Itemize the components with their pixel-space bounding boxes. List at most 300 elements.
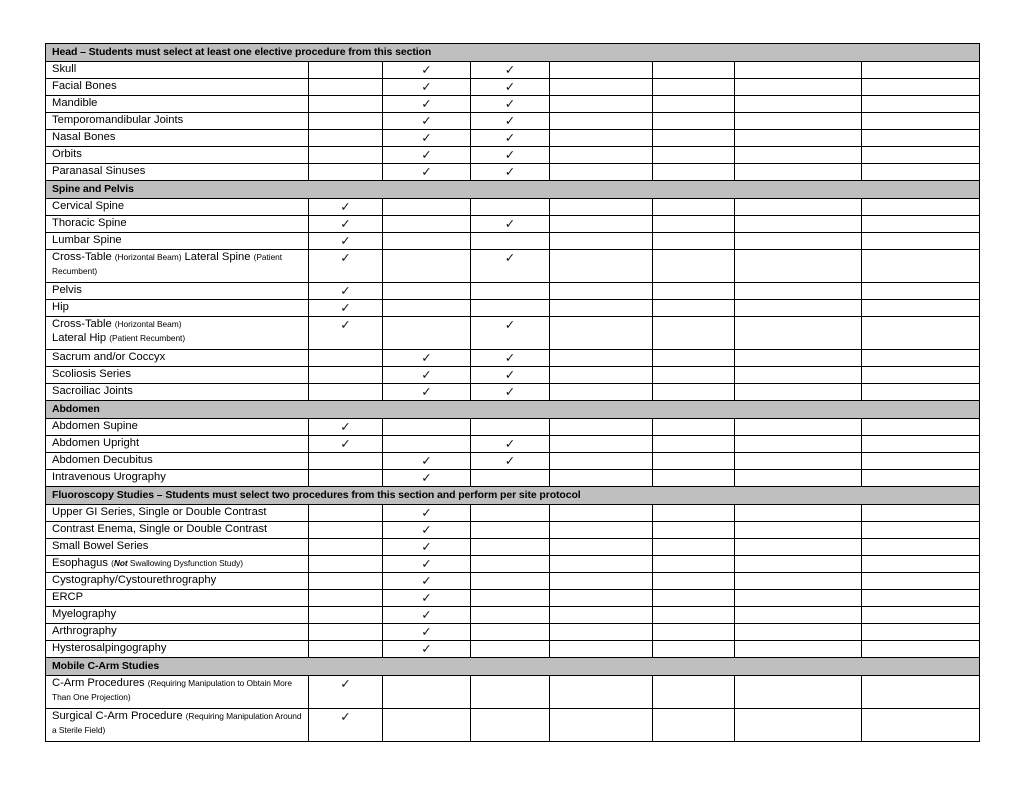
checkbox-cell-col7[interactable] xyxy=(862,62,980,79)
checkbox-cell-col6[interactable] xyxy=(735,505,862,522)
table-row xyxy=(46,250,980,283)
checkbox-cell-col4[interactable] xyxy=(550,216,653,233)
checkbox-cell-col3[interactable] xyxy=(471,453,550,470)
checkbox-cell-col3[interactable] xyxy=(471,539,550,556)
checkbox-cell-col7[interactable] xyxy=(862,300,980,317)
checkbox-cell-col6[interactable] xyxy=(735,590,862,607)
checkbox-cell-col7[interactable] xyxy=(862,522,980,539)
procedure-label: Pelvis xyxy=(46,283,309,300)
section-header-mobile-c-arm-studies: Mobile C-Arm Studies xyxy=(46,658,980,676)
checkbox-cell-col6[interactable] xyxy=(735,62,862,79)
checkbox-cell-col3[interactable] xyxy=(471,624,550,641)
checkbox-cell-col4[interactable] xyxy=(550,384,653,401)
table-row xyxy=(46,607,980,624)
checkbox-cell-col4[interactable] xyxy=(550,130,653,147)
checkbox-cell-col4[interactable] xyxy=(550,539,653,556)
checkmark-icon: ✓ xyxy=(504,216,516,231)
checkbox-cell-col2[interactable] xyxy=(383,624,471,641)
checkbox-cell-col6[interactable] xyxy=(735,676,862,709)
checkbox-cell-col4[interactable] xyxy=(550,573,653,590)
procedure-label: Mandible xyxy=(46,96,309,113)
checkbox-cell-col7[interactable] xyxy=(862,676,980,709)
table-row xyxy=(46,556,980,573)
procedure-label: Hysterosalpingography xyxy=(46,641,309,658)
checkbox-cell-col5[interactable] xyxy=(653,130,735,147)
checkbox-cell-col1[interactable] xyxy=(309,505,383,522)
checkbox-cell-col5[interactable] xyxy=(653,522,735,539)
procedure-label: C-Arm Procedures (Requiring Manipulation to Obtain More Than One Projection) xyxy=(46,676,309,709)
procedure-label: Skull xyxy=(46,62,309,79)
checkbox-cell-col5[interactable] xyxy=(653,300,735,317)
checkbox-cell-col4[interactable] xyxy=(550,709,653,742)
checkbox-cell-col5[interactable] xyxy=(653,317,735,350)
checkbox-cell-col4[interactable] xyxy=(550,250,653,283)
checkbox-cell-col1[interactable] xyxy=(309,641,383,658)
checkbox-cell-col5[interactable] xyxy=(653,453,735,470)
checkbox-cell-col4[interactable] xyxy=(550,300,653,317)
table-row xyxy=(46,367,980,384)
checkbox-cell-col3[interactable] xyxy=(471,62,550,79)
checkbox-cell-col4[interactable] xyxy=(550,113,653,130)
checkbox-cell-col2[interactable] xyxy=(383,250,471,283)
checkbox-cell-col1[interactable] xyxy=(309,522,383,539)
checkbox-cell-col7[interactable] xyxy=(862,367,980,384)
checkbox-cell-col2[interactable] xyxy=(383,676,471,709)
checkbox-cell-col7[interactable] xyxy=(862,250,980,283)
checkbox-cell-col1[interactable] xyxy=(309,147,383,164)
checkbox-cell-col6[interactable] xyxy=(735,470,862,487)
checkbox-cell-col7[interactable] xyxy=(862,624,980,641)
checkbox-cell-col4[interactable] xyxy=(550,317,653,350)
checkbox-cell-col1[interactable] xyxy=(309,113,383,130)
table-row xyxy=(46,199,980,216)
checkbox-cell-col2[interactable] xyxy=(383,79,471,96)
checkbox-cell-col3[interactable] xyxy=(471,300,550,317)
procedure-label: Cystography/Cystourethrography xyxy=(46,573,309,590)
checkbox-cell-col4[interactable] xyxy=(550,556,653,573)
checkbox-cell-col2[interactable] xyxy=(383,300,471,317)
table-row xyxy=(46,62,980,79)
checkbox-cell-col7[interactable] xyxy=(862,113,980,130)
checkbox-cell-col2[interactable] xyxy=(383,384,471,401)
checkbox-cell-col2[interactable] xyxy=(383,164,471,181)
checkbox-cell-col2[interactable] xyxy=(383,216,471,233)
procedure-label: Esophagus (Not Swallowing Dysfunction Study) xyxy=(46,556,309,573)
checkmark-icon: ✓ xyxy=(504,384,516,399)
checkbox-cell-col5[interactable] xyxy=(653,573,735,590)
procedure-label: Nasal Bones xyxy=(46,130,309,147)
checkbox-cell-col5[interactable] xyxy=(653,607,735,624)
checkbox-cell-col6[interactable] xyxy=(735,556,862,573)
checkbox-cell-col6[interactable] xyxy=(735,147,862,164)
checkbox-cell-col4[interactable] xyxy=(550,624,653,641)
table-row xyxy=(46,130,980,147)
checkbox-cell-col7[interactable] xyxy=(862,199,980,216)
procedure-label: Cross-Table (Horizontal Beam) Lateral Spine (Patient Recumbent) xyxy=(46,250,309,283)
checkmark-icon: ✓ xyxy=(421,624,432,639)
checkbox-cell-col7[interactable] xyxy=(862,79,980,96)
checkbox-cell-col7[interactable] xyxy=(862,216,980,233)
checkbox-cell-col3[interactable] xyxy=(471,147,550,164)
checkbox-cell-col4[interactable] xyxy=(550,470,653,487)
procedure-label: Paranasal Sinuses xyxy=(46,164,309,181)
procedure-label: Abdomen Supine xyxy=(46,419,309,436)
checkbox-cell-col1[interactable] xyxy=(309,367,383,384)
checkbox-cell-col6[interactable] xyxy=(735,453,862,470)
checkbox-cell-col3[interactable] xyxy=(471,367,550,384)
checkmark-icon: ✓ xyxy=(504,130,516,145)
table-row xyxy=(46,96,980,113)
checkbox-cell-col3[interactable] xyxy=(471,199,550,216)
checkbox-cell-col4[interactable] xyxy=(550,350,653,367)
checkmark-icon: ✓ xyxy=(421,539,432,554)
checkbox-cell-col4[interactable] xyxy=(550,367,653,384)
checkbox-cell-col5[interactable] xyxy=(653,199,735,216)
section-header-head: Head – Students must select at least one elective procedure from this section xyxy=(46,44,980,62)
checkbox-cell-col5[interactable] xyxy=(653,367,735,384)
checkmark-icon: ✓ xyxy=(340,436,351,451)
checkmark-icon: ✓ xyxy=(504,79,516,94)
section-header-row xyxy=(46,44,980,62)
procedure-label: Sacroiliac Joints xyxy=(46,384,309,401)
checkbox-cell-col7[interactable] xyxy=(862,147,980,164)
checkbox-cell-col2[interactable] xyxy=(383,641,471,658)
checkbox-cell-col7[interactable] xyxy=(862,419,980,436)
checkbox-cell-col1[interactable] xyxy=(309,453,383,470)
checkbox-cell-col3[interactable] xyxy=(471,505,550,522)
checkbox-cell-col4[interactable] xyxy=(550,453,653,470)
checkbox-cell-col7[interactable] xyxy=(862,556,980,573)
procedure-label: Abdomen Decubitus xyxy=(46,453,309,470)
checkbox-cell-col2[interactable] xyxy=(383,470,471,487)
checkbox-cell-col7[interactable] xyxy=(862,709,980,742)
checkbox-cell-col6[interactable] xyxy=(735,317,862,350)
checkbox-cell-col1[interactable] xyxy=(309,317,383,350)
checkbox-cell-col1[interactable] xyxy=(309,384,383,401)
checkbox-cell-col1[interactable] xyxy=(309,300,383,317)
checkmark-icon: ✓ xyxy=(421,147,432,162)
checkbox-cell-col1[interactable] xyxy=(309,216,383,233)
checkbox-cell-col4[interactable] xyxy=(550,607,653,624)
checkbox-cell-col6[interactable] xyxy=(735,709,862,742)
procedure-label: Small Bowel Series xyxy=(46,539,309,556)
checkbox-cell-col6[interactable] xyxy=(735,522,862,539)
procedure-label: Arthrography xyxy=(46,624,309,641)
checkbox-cell-col1[interactable] xyxy=(309,283,383,300)
checkmark-icon: ✓ xyxy=(421,384,432,399)
checkbox-cell-col3[interactable] xyxy=(471,590,550,607)
table-row xyxy=(46,79,980,96)
competency-table xyxy=(45,43,980,742)
checkbox-cell-col5[interactable] xyxy=(653,470,735,487)
checkbox-cell-col1[interactable] xyxy=(309,79,383,96)
checkbox-cell-col6[interactable] xyxy=(735,283,862,300)
checkmark-icon: ✓ xyxy=(504,350,516,365)
checkbox-cell-col3[interactable] xyxy=(471,641,550,658)
checkbox-cell-col1[interactable] xyxy=(309,539,383,556)
checkbox-cell-col3[interactable] xyxy=(471,96,550,113)
checkbox-cell-col3[interactable] xyxy=(471,522,550,539)
checkbox-cell-col5[interactable] xyxy=(653,624,735,641)
checkbox-cell-col6[interactable] xyxy=(735,573,862,590)
checkbox-cell-col2[interactable] xyxy=(383,522,471,539)
checkbox-cell-col6[interactable] xyxy=(735,624,862,641)
checkbox-cell-col1[interactable] xyxy=(309,130,383,147)
checkmark-icon: ✓ xyxy=(421,505,432,520)
checkbox-cell-col4[interactable] xyxy=(550,164,653,181)
checkmark-icon: ✓ xyxy=(504,147,516,162)
checkbox-cell-col6[interactable] xyxy=(735,607,862,624)
checkbox-cell-col3[interactable] xyxy=(471,350,550,367)
checkbox-cell-col2[interactable] xyxy=(383,453,471,470)
checkbox-cell-col7[interactable] xyxy=(862,505,980,522)
checkbox-cell-col3[interactable] xyxy=(471,607,550,624)
checkbox-cell-col2[interactable] xyxy=(383,539,471,556)
checkbox-cell-col6[interactable] xyxy=(735,300,862,317)
procedure-label: Facial Bones xyxy=(46,79,309,96)
checkbox-cell-col3[interactable] xyxy=(471,283,550,300)
checkbox-cell-col6[interactable] xyxy=(735,216,862,233)
table-row xyxy=(46,233,980,250)
checkbox-cell-col5[interactable] xyxy=(653,505,735,522)
checkbox-cell-col2[interactable] xyxy=(383,607,471,624)
table-row xyxy=(46,436,980,453)
checkbox-cell-col7[interactable] xyxy=(862,590,980,607)
checkbox-cell-col1[interactable] xyxy=(309,607,383,624)
table-row xyxy=(46,283,980,300)
checkbox-cell-col5[interactable] xyxy=(653,350,735,367)
checkbox-cell-col6[interactable] xyxy=(735,419,862,436)
checkbox-cell-col6[interactable] xyxy=(735,641,862,658)
checkmark-icon: ✓ xyxy=(421,79,432,94)
procedure-label: Hip xyxy=(46,300,309,317)
checkbox-cell-col1[interactable] xyxy=(309,624,383,641)
procedure-label: Intravenous Urography xyxy=(46,470,309,487)
checkbox-cell-col3[interactable] xyxy=(471,573,550,590)
checkmark-icon: ✓ xyxy=(340,317,351,332)
checkbox-cell-col1[interactable] xyxy=(309,676,383,709)
checkbox-cell-col5[interactable] xyxy=(653,590,735,607)
checkbox-cell-col3[interactable] xyxy=(471,676,550,709)
checkbox-cell-col2[interactable] xyxy=(383,556,471,573)
procedure-label: Cross-Table (Horizontal Beam) Lateral Hip (Patient Recumbent) xyxy=(46,317,309,350)
checkbox-cell-col5[interactable] xyxy=(653,709,735,742)
checkbox-cell-col3[interactable] xyxy=(471,556,550,573)
checkbox-cell-col5[interactable] xyxy=(653,62,735,79)
checkbox-cell-col4[interactable] xyxy=(550,96,653,113)
checkmark-icon: ✓ xyxy=(340,199,351,214)
table-row xyxy=(46,709,980,742)
checkbox-cell-col4[interactable] xyxy=(550,79,653,96)
checkbox-cell-col2[interactable] xyxy=(383,62,471,79)
checkbox-cell-col6[interactable] xyxy=(735,250,862,283)
procedure-label: Cervical Spine xyxy=(46,199,309,216)
checkbox-cell-col6[interactable] xyxy=(735,233,862,250)
checkmark-icon: ✓ xyxy=(421,96,432,111)
checkbox-cell-col2[interactable] xyxy=(383,147,471,164)
checkbox-cell-col7[interactable] xyxy=(862,96,980,113)
checkbox-cell-col1[interactable] xyxy=(309,164,383,181)
checkbox-cell-col4[interactable] xyxy=(550,676,653,709)
checkbox-cell-col4[interactable] xyxy=(550,283,653,300)
checkbox-cell-col6[interactable] xyxy=(735,79,862,96)
checkmark-icon: ✓ xyxy=(340,283,351,298)
checkbox-cell-col6[interactable] xyxy=(735,199,862,216)
section-header-row xyxy=(46,181,980,199)
checkbox-cell-col2[interactable] xyxy=(383,199,471,216)
checkbox-cell-col5[interactable] xyxy=(653,556,735,573)
checkbox-cell-col2[interactable] xyxy=(383,317,471,350)
checkbox-cell-col6[interactable] xyxy=(735,367,862,384)
checkbox-cell-col3[interactable] xyxy=(471,164,550,181)
checkbox-cell-col3[interactable] xyxy=(471,436,550,453)
checkmark-icon: ✓ xyxy=(421,164,432,179)
checkbox-cell-col3[interactable] xyxy=(471,216,550,233)
checkmark-icon: ✓ xyxy=(421,556,432,571)
checkbox-cell-col5[interactable] xyxy=(653,250,735,283)
checkbox-cell-col7[interactable] xyxy=(862,164,980,181)
checkbox-cell-col6[interactable] xyxy=(735,113,862,130)
table-row xyxy=(46,590,980,607)
table-row xyxy=(46,419,980,436)
checkbox-cell-col1[interactable] xyxy=(309,436,383,453)
checkbox-cell-col3[interactable] xyxy=(471,130,550,147)
checkbox-cell-col7[interactable] xyxy=(862,233,980,250)
checkbox-cell-col1[interactable] xyxy=(309,199,383,216)
checkbox-cell-col6[interactable] xyxy=(735,96,862,113)
checkbox-cell-col2[interactable] xyxy=(383,233,471,250)
checkmark-icon: ✓ xyxy=(504,96,516,111)
checkbox-cell-col5[interactable] xyxy=(653,676,735,709)
checkbox-cell-col4[interactable] xyxy=(550,233,653,250)
procedure-label: ERCP xyxy=(46,590,309,607)
checkbox-cell-col2[interactable] xyxy=(383,436,471,453)
procedure-label: Myelography xyxy=(46,607,309,624)
checkbox-cell-col7[interactable] xyxy=(862,453,980,470)
checkbox-cell-col2[interactable] xyxy=(383,505,471,522)
checkbox-cell-col4[interactable] xyxy=(550,62,653,79)
checkbox-cell-col7[interactable] xyxy=(862,130,980,147)
checkbox-cell-col3[interactable] xyxy=(471,470,550,487)
checkbox-cell-col1[interactable] xyxy=(309,419,383,436)
checkbox-cell-col7[interactable] xyxy=(862,283,980,300)
checkbox-cell-col2[interactable] xyxy=(383,419,471,436)
table-row xyxy=(46,317,980,350)
checkbox-cell-col6[interactable] xyxy=(735,436,862,453)
checkbox-cell-col1[interactable] xyxy=(309,233,383,250)
procedure-label: Temporomandibular Joints xyxy=(46,113,309,130)
checkbox-cell-col7[interactable] xyxy=(862,436,980,453)
checkbox-cell-col3[interactable] xyxy=(471,317,550,350)
checkbox-cell-col6[interactable] xyxy=(735,539,862,556)
checkbox-cell-col4[interactable] xyxy=(550,505,653,522)
checkmark-icon: ✓ xyxy=(340,250,351,265)
checkbox-cell-col1[interactable] xyxy=(309,709,383,742)
checkbox-cell-col1[interactable] xyxy=(309,590,383,607)
checkbox-cell-col5[interactable] xyxy=(653,436,735,453)
table-row xyxy=(46,164,980,181)
checkbox-cell-col7[interactable] xyxy=(862,607,980,624)
checkbox-cell-col5[interactable] xyxy=(653,96,735,113)
checkbox-cell-col5[interactable] xyxy=(653,79,735,96)
checkbox-cell-col2[interactable] xyxy=(383,709,471,742)
checkbox-cell-col7[interactable] xyxy=(862,641,980,658)
checkbox-cell-col5[interactable] xyxy=(653,216,735,233)
table-row xyxy=(46,300,980,317)
checkbox-cell-col5[interactable] xyxy=(653,419,735,436)
section-header-abdomen: Abdomen xyxy=(46,401,980,419)
checkbox-cell-col5[interactable] xyxy=(653,539,735,556)
checkbox-cell-col3[interactable] xyxy=(471,709,550,742)
checkbox-cell-col3[interactable] xyxy=(471,384,550,401)
checkbox-cell-col3[interactable] xyxy=(471,250,550,283)
section-header-row xyxy=(46,658,980,676)
checkbox-cell-col4[interactable] xyxy=(550,522,653,539)
checkbox-cell-col1[interactable] xyxy=(309,556,383,573)
checkbox-cell-col6[interactable] xyxy=(735,350,862,367)
checkbox-cell-col2[interactable] xyxy=(383,573,471,590)
checkbox-cell-col5[interactable] xyxy=(653,641,735,658)
table-row xyxy=(46,539,980,556)
checkmark-icon: ✓ xyxy=(421,607,432,622)
table-row xyxy=(46,350,980,367)
checkbox-cell-col1[interactable] xyxy=(309,62,383,79)
checkbox-cell-col6[interactable] xyxy=(735,164,862,181)
checkbox-cell-col7[interactable] xyxy=(862,470,980,487)
checkbox-cell-col3[interactable] xyxy=(471,233,550,250)
checkbox-cell-col2[interactable] xyxy=(383,130,471,147)
checkbox-cell-col1[interactable] xyxy=(309,250,383,283)
procedure-label: Lumbar Spine xyxy=(46,233,309,250)
checkbox-cell-col7[interactable] xyxy=(862,350,980,367)
checkbox-cell-col1[interactable] xyxy=(309,470,383,487)
section-header-fluoroscopy-studies: Fluoroscopy Studies – Students must select two procedures from this section and perform per site protocol xyxy=(46,487,980,505)
checkbox-cell-col2[interactable] xyxy=(383,590,471,607)
checkbox-cell-col5[interactable] xyxy=(653,283,735,300)
checkbox-cell-col4[interactable] xyxy=(550,147,653,164)
checkbox-cell-col7[interactable] xyxy=(862,317,980,350)
checkbox-cell-col1[interactable] xyxy=(309,96,383,113)
checkbox-cell-col7[interactable] xyxy=(862,539,980,556)
checkbox-cell-col1[interactable] xyxy=(309,573,383,590)
checkbox-cell-col3[interactable] xyxy=(471,79,550,96)
checkbox-cell-col2[interactable] xyxy=(383,113,471,130)
checkbox-cell-col7[interactable] xyxy=(862,573,980,590)
checkbox-cell-col2[interactable] xyxy=(383,367,471,384)
checkbox-cell-col2[interactable] xyxy=(383,283,471,300)
checkbox-cell-col5[interactable] xyxy=(653,147,735,164)
checkbox-cell-col4[interactable] xyxy=(550,419,653,436)
checkbox-cell-col4[interactable] xyxy=(550,590,653,607)
checkbox-cell-col1[interactable] xyxy=(309,350,383,367)
checkbox-cell-col2[interactable] xyxy=(383,96,471,113)
checkbox-cell-col4[interactable] xyxy=(550,641,653,658)
checkbox-cell-col5[interactable] xyxy=(653,113,735,130)
table-row xyxy=(46,573,980,590)
checkbox-cell-col5[interactable] xyxy=(653,164,735,181)
checkbox-cell-col5[interactable] xyxy=(653,384,735,401)
checkbox-cell-col7[interactable] xyxy=(862,384,980,401)
checkbox-cell-col2[interactable] xyxy=(383,350,471,367)
checkbox-cell-col6[interactable] xyxy=(735,384,862,401)
checkbox-cell-col3[interactable] xyxy=(471,113,550,130)
checkbox-cell-col4[interactable] xyxy=(550,436,653,453)
procedure-label: Thoracic Spine xyxy=(46,216,309,233)
checkbox-cell-col3[interactable] xyxy=(471,419,550,436)
checkbox-cell-col6[interactable] xyxy=(735,130,862,147)
checkbox-cell-col5[interactable] xyxy=(653,233,735,250)
checkbox-cell-col4[interactable] xyxy=(550,199,653,216)
